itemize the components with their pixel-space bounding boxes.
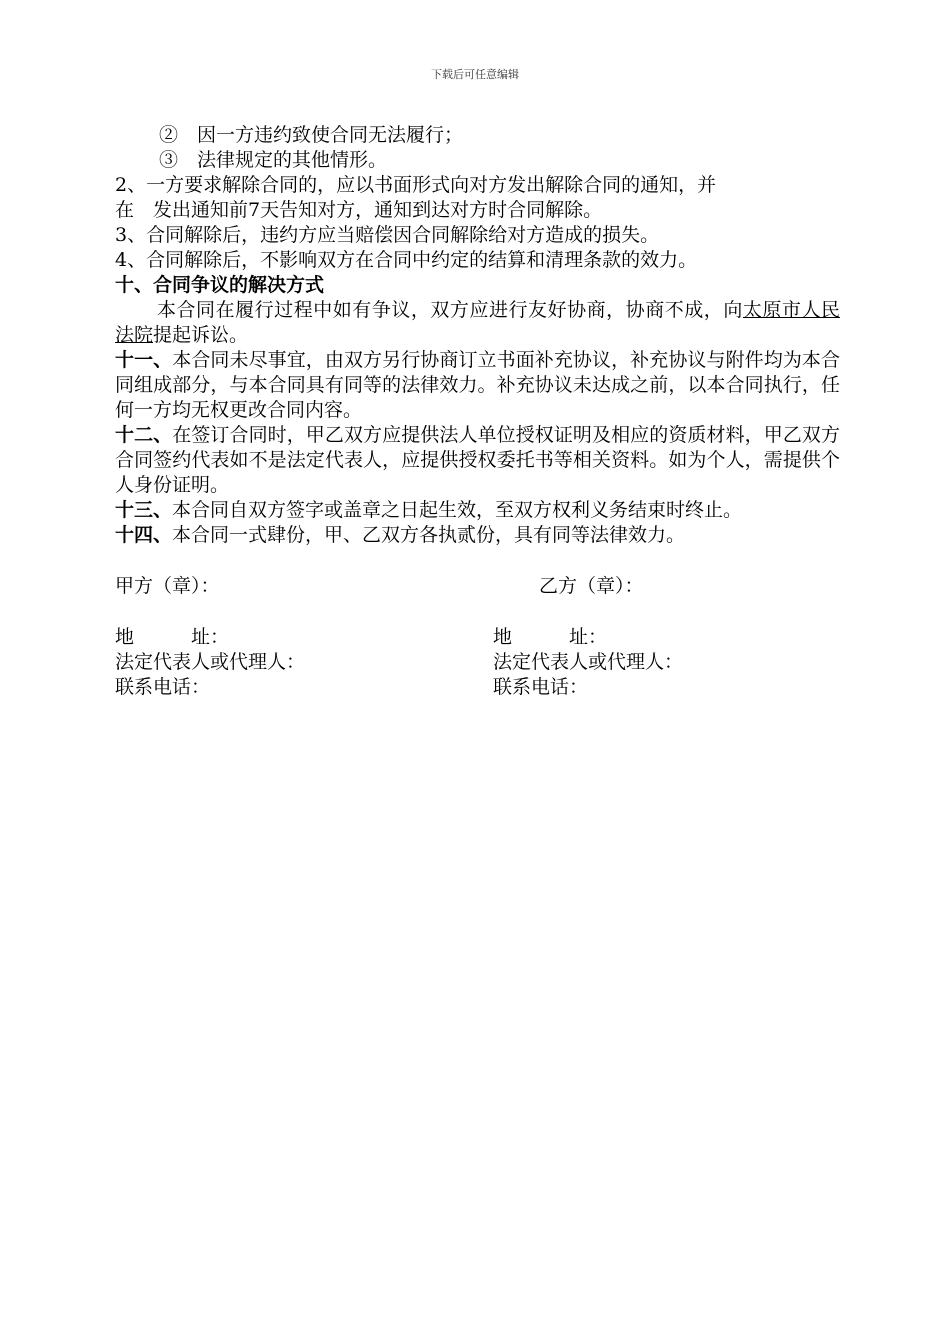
party-a-phone: 联系电话： bbox=[115, 676, 211, 698]
section-14 bbox=[115, 523, 840, 548]
clause-3: 3、合同解除后，违约方应当赔偿因合同解除给对方造成的损失。 bbox=[115, 224, 660, 246]
address-row bbox=[115, 625, 840, 650]
section-11-text: 本合同未尽事宜，由双方另行协商订立书面补充协议，补充协议与附件均为本合同组成部分，与本合同具有同等的法律效力。补充协议未达成之前，以本合同执行，任何一方均无权更改合同内容。 bbox=[115, 349, 840, 421]
party-b: 乙方（章）： bbox=[539, 575, 644, 597]
section-13-text: 本合同自双方签字或盖章之日起生效，至双方权利义务结束时终止。 bbox=[172, 499, 743, 521]
phone-row bbox=[115, 675, 840, 700]
party-b-rep: 法定代表人或代理人： bbox=[493, 651, 684, 673]
section-12-text: 在签订合同时，甲乙双方应提供法人单位授权证明及相应的资质材料，甲乙双方合同签约代表如不是法定代表人，应提供授权委托书等相关资料。如为个人，需提供个人身份证明。 bbox=[115, 424, 840, 496]
clause-4: 4、合同解除后，不影响双方在合同中约定的结算和清理条款的效力。 bbox=[115, 249, 698, 271]
page-header: 下载后可任意编辑 bbox=[431, 68, 519, 81]
section-10-text-end: 提起诉讼。 bbox=[153, 324, 249, 346]
party-b-phone: 联系电话： bbox=[493, 676, 589, 698]
list-item: ② 因一方违约致使合同无法履行； bbox=[159, 124, 464, 146]
party-b-address: 地 址： bbox=[493, 626, 608, 648]
party-row bbox=[115, 574, 840, 599]
section-11 bbox=[115, 348, 840, 423]
party-a-rep: 法定代表人或代理人： bbox=[115, 651, 306, 673]
section-13 bbox=[115, 498, 840, 523]
document-body bbox=[115, 123, 840, 700]
party-a: 甲方（章）： bbox=[115, 575, 220, 597]
court-name: 太原市人民法院 bbox=[115, 299, 840, 346]
rep-row bbox=[115, 650, 840, 675]
section-10-body bbox=[115, 298, 840, 348]
section-10-text: 本合同在履行过程中如有争议，双方应进行友好协商，协商不成，向 bbox=[157, 299, 743, 321]
list-item: ③ 法律规定的其他情形。 bbox=[159, 149, 388, 171]
section-14-number: 十四、 bbox=[115, 524, 173, 546]
section-12 bbox=[115, 423, 840, 498]
section-12-number: 十二、 bbox=[115, 424, 173, 446]
section-10-title: 十、合同争议的解决方式 bbox=[115, 274, 325, 296]
section-14-text: 本合同一式肆份，甲、乙双方各执贰份，具有同等法律效力。 bbox=[172, 524, 686, 546]
section-11-number: 十一、 bbox=[115, 349, 173, 371]
party-a-address: 地 址： bbox=[115, 626, 230, 648]
section-13-number: 十三、 bbox=[115, 499, 173, 521]
clause-2-line1: 2、一方要求解除合同的，应以书面形式向对方发出解除合同的通知，并 bbox=[115, 174, 717, 196]
clause-2-line2: 在 发出通知前7天告知对方，通知到达对方时合同解除。 bbox=[115, 199, 603, 221]
